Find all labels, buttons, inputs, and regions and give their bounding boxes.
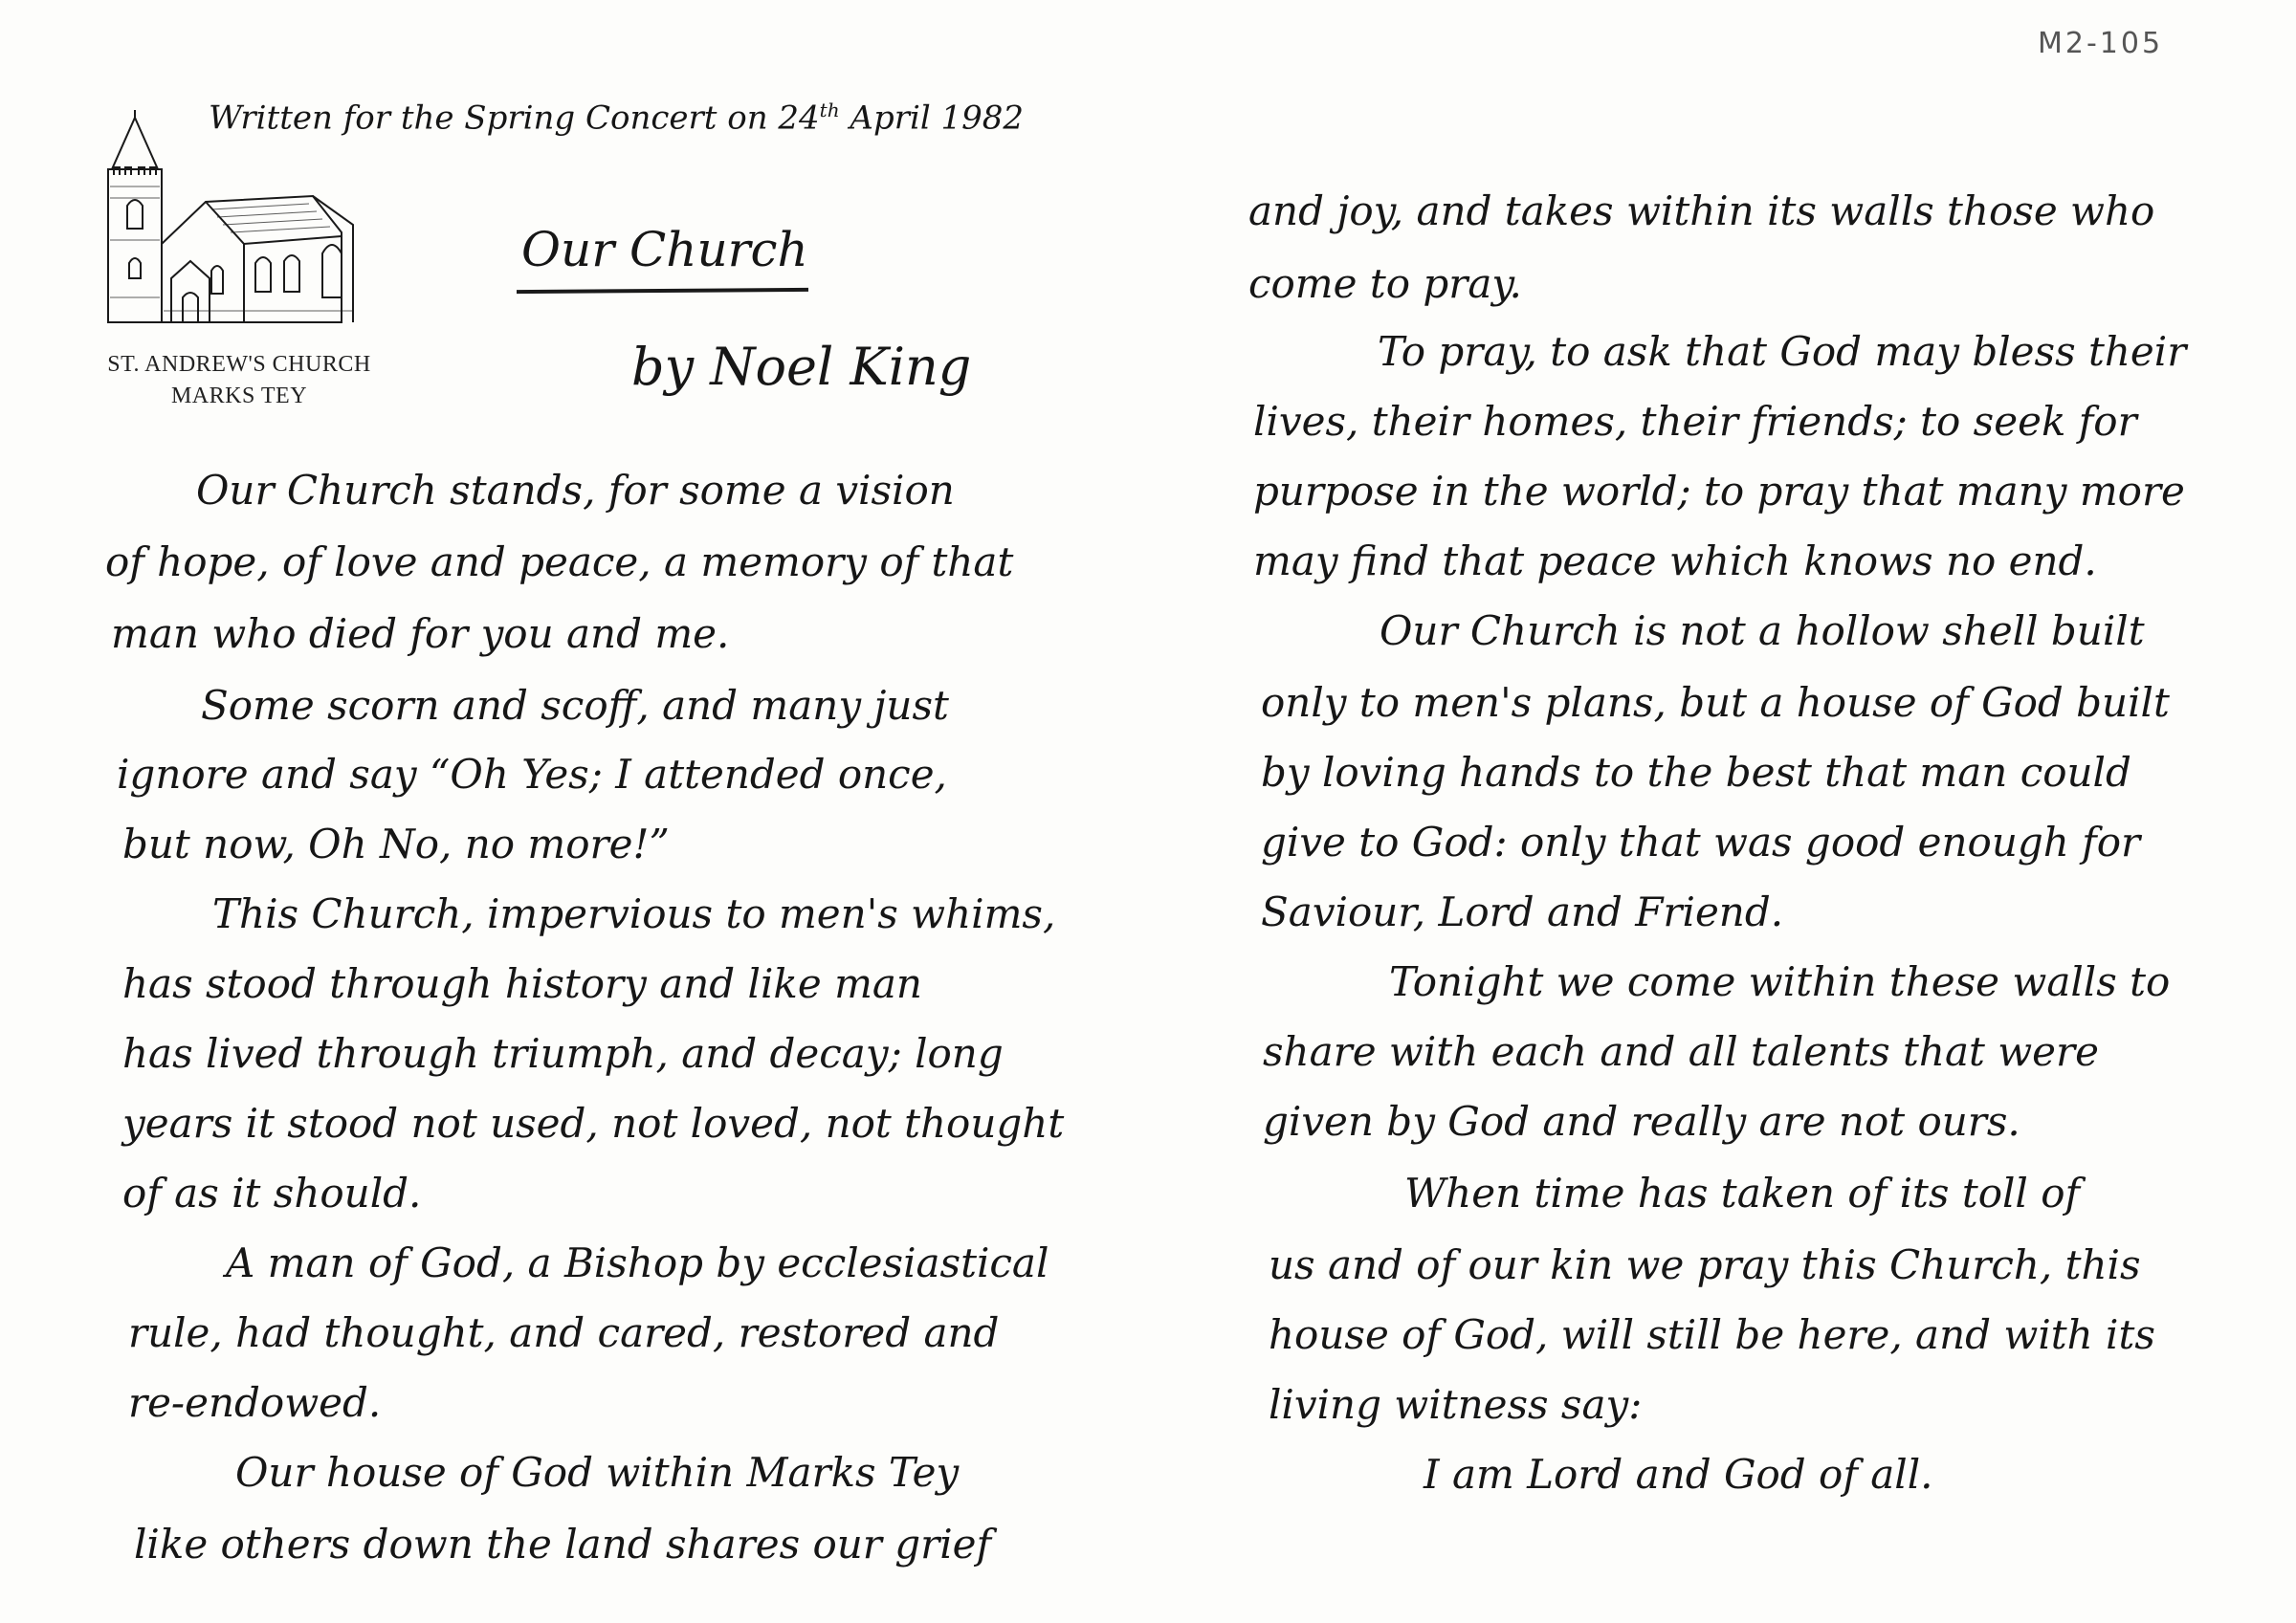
title-underline <box>517 288 808 294</box>
poem-line: lives, their homes, their friends; to seek for <box>1253 398 2137 445</box>
poem-line: Our Church is not a hollow shell built <box>1380 607 2145 654</box>
poem-line: has stood through history and like man <box>122 960 922 1007</box>
church-drawing-icon <box>91 110 378 340</box>
poem-line: like others down the land shares our grief <box>134 1521 992 1568</box>
poem-line: of as it should. <box>122 1170 422 1217</box>
archive-reference: M2-105 <box>2038 27 2164 60</box>
poem-line: ignore and say “Oh Yes; I attended once, <box>117 751 947 798</box>
poem-line: given by God and really are not ours. <box>1263 1098 2020 1145</box>
poem-line: A man of God, a Bishop by ecclesiastical <box>226 1239 1049 1286</box>
emblem-caption-line2: MARKS TEY <box>170 384 308 408</box>
poem-line: This Church, impervious to men's whims, <box>212 890 1056 937</box>
poem-byline: by Noel King <box>631 337 972 397</box>
poem-line: man who died for you and me. <box>111 610 730 657</box>
poem-line: re-endowed. <box>128 1379 382 1426</box>
poem-line: come to pray. <box>1248 260 1522 307</box>
poem-line: only to men's plans, but a house of God built <box>1261 679 2170 726</box>
header-note-text: Written for the Spring Concert on 24 <box>209 99 820 138</box>
poem-line: Tonight we come within these walls to <box>1389 958 2171 1005</box>
poem-line: may find that peace which knows no end. <box>1253 537 2097 584</box>
header-note-tail: April 1982 <box>839 99 1025 138</box>
poem-line: has lived through triumph, and decay; long <box>122 1030 1004 1077</box>
emblem-caption-line1: ST. ANDREW'S CHURCH <box>107 352 371 377</box>
poem-line: share with each and all talents that were <box>1263 1028 2099 1075</box>
poem-line: us and of our kin we pray this Church, this <box>1269 1241 2141 1288</box>
poem-line: of hope, of love and peace, a memory of that <box>105 538 1014 585</box>
poem-title: Our Church <box>521 222 808 277</box>
poem-line: I am Lord and God of all. <box>1424 1451 1933 1498</box>
poem-line: Our Church stands, for some a vision <box>196 467 955 514</box>
poem-line: living witness say: <box>1269 1381 1643 1428</box>
poem-line: Some scorn and scoff, and many just <box>201 682 949 729</box>
poem-line: purpose in the world; to pray that many more <box>1253 468 2185 515</box>
header-note-ordinal: th <box>819 99 840 121</box>
emblem-caption <box>81 349 397 412</box>
poem-line: give to God: only that was good enough for <box>1261 819 2141 866</box>
poem-line: To pray, to ask that God may bless their <box>1378 328 2187 375</box>
poem-line: rule, had thought, and cared, restored and <box>128 1309 1000 1356</box>
poem-line: Our house of God within Marks Tey <box>235 1449 960 1496</box>
poem-line: but now, Oh No, no more!” <box>122 821 670 867</box>
poem-line: and joy, and takes within its walls those who <box>1248 187 2155 234</box>
church-emblem <box>81 110 397 416</box>
poem-line: by loving hands to the best that man could <box>1261 749 2131 796</box>
poem-line: house of God, will still be here, and with its <box>1269 1311 2155 1358</box>
poem-line: years it stood not used, not loved, not thought <box>122 1100 1065 1147</box>
poem-line: Saviour, Lord and Friend. <box>1261 888 1784 935</box>
poem-line: When time has taken of its toll of <box>1404 1170 2081 1217</box>
